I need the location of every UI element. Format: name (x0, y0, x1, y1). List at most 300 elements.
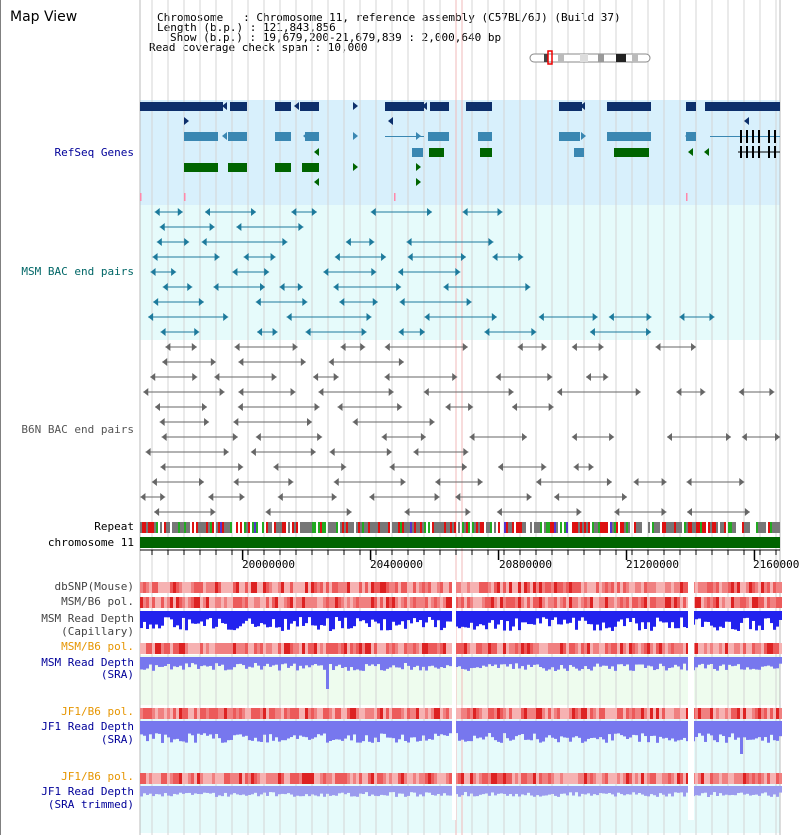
pair-end (385, 343, 390, 351)
jf1-trimmed-depth-bar (275, 786, 278, 796)
msm-pol-heat-cell (590, 597, 593, 608)
jf1-sra-depth-bar (668, 721, 671, 740)
pair-end (389, 388, 394, 396)
gene-exon (275, 163, 291, 172)
jf1-pol-heat-cell (209, 708, 212, 719)
jf1-pol2-heat-cell (392, 773, 395, 784)
msm-pol2-heat-cell (470, 643, 473, 654)
dbsnp-heat-cell (314, 582, 317, 593)
pair-end (238, 403, 243, 411)
jf1-pol2-heat-cell (344, 773, 347, 784)
msm-sra-depth-bar (257, 657, 260, 666)
pair-end (775, 433, 780, 441)
jf1-sra-depth-bar (209, 721, 212, 734)
repeat-mark (482, 522, 484, 533)
jf1-trimmed-depth-bar (410, 786, 413, 792)
msm-capillary-depth-bar (596, 611, 599, 625)
jf1-trimmed-depth-bar (737, 786, 740, 793)
jf1-sra-depth-bar (551, 721, 554, 738)
msm-capillary-depth-bar (539, 611, 542, 623)
pair-end (385, 373, 390, 381)
dbsnp-heat-cell (776, 582, 779, 593)
jf1-sra-depth-bar (140, 721, 143, 734)
dbsnp-heat-cell (395, 582, 398, 593)
repeat-mark (538, 522, 540, 533)
gene-exon (228, 163, 247, 172)
dbsnp-heat-cell (554, 582, 557, 593)
msm-pol2-heat-cell (434, 643, 437, 654)
repeat-mark (748, 522, 750, 533)
jf1-sra-depth-bar (746, 721, 749, 740)
jf1-trimmed-depth-bar (293, 786, 296, 797)
msm-pol2-heat-cell (350, 643, 353, 654)
msm-pol-heat-cell (353, 597, 356, 608)
jf1-sra-depth-bar (752, 721, 755, 740)
repeat-mark (464, 522, 466, 533)
msm-sra-depth-bar (386, 657, 389, 669)
msm-pol-heat-cell (773, 597, 776, 608)
msm-pol2-heat-cell (713, 643, 716, 654)
msm-capillary-depth-bar (170, 611, 173, 619)
track-label-jf1-pol-1[interactable]: JF1/B6 pol. (61, 705, 134, 718)
msm-pol-heat-cell (491, 597, 494, 608)
msm-sra-depth-bar (365, 657, 368, 664)
b6n-bac-pair (313, 373, 339, 381)
msm-sra-depth-bar (671, 657, 674, 667)
repeat-mark (474, 522, 476, 533)
msm-capillary-depth-bar (716, 611, 719, 630)
dbsnp-heat-cell (608, 582, 611, 593)
msm-pol2-heat-cell (140, 643, 143, 654)
msm-pol2-heat-cell (386, 643, 389, 654)
jf1-sra-depth-bar (242, 721, 245, 737)
jf1-trimmed-depth-bar (140, 786, 143, 796)
repeat-mark (396, 522, 398, 533)
dbsnp-heat-cell (773, 582, 776, 593)
msm-pol2-heat-cell (371, 643, 374, 654)
dbsnp-heat-cell (200, 582, 203, 593)
dbsnp-heat-cell (617, 582, 620, 593)
jf1-pol-heat-cell (716, 708, 719, 719)
jf1-pol-heat-cell (431, 708, 434, 719)
pair-end (162, 358, 167, 366)
msm-pol-heat-cell (257, 597, 260, 608)
b6n-bac-pair (536, 478, 612, 486)
msm-capillary-depth-bar (392, 611, 395, 622)
dbsnp-heat-cell (593, 582, 596, 593)
b6n-bac-pair (165, 343, 196, 351)
repeat-mark (764, 522, 766, 533)
msm-sra-depth-bar (200, 657, 203, 666)
pair-end (160, 463, 165, 471)
msm-pol2-heat-cell (383, 643, 386, 654)
jf1-sra-depth-bar (377, 721, 380, 742)
jf1-pol2-heat-cell (347, 773, 350, 784)
jf1-sra-depth-bar (482, 721, 485, 739)
b6n-bac-pair (150, 373, 197, 381)
msm-capillary-depth-bar (158, 611, 161, 628)
jf1-sra-depth-bar (194, 721, 197, 743)
msm-capillary-depth-bar (260, 611, 263, 623)
msm-capillary-depth-bar (659, 611, 662, 621)
msm-capillary-depth-bar (479, 611, 482, 624)
dbsnp-heat-cell (680, 582, 683, 593)
msm-sra-depth-bar (698, 657, 701, 665)
jf1-sra-depth-bar (671, 721, 674, 738)
jf1-trimmed-depth-bar (404, 786, 407, 797)
jf1-pol2-heat-cell (758, 773, 761, 784)
msm-sra-depth-bar (563, 657, 566, 669)
msm-sra-depth-bar (329, 657, 332, 664)
msm-pol2-heat-cell (776, 643, 779, 654)
jf1-pol2-heat-cell (683, 773, 686, 784)
msm-pol2-heat-cell (281, 643, 284, 654)
jf1-pol2-heat-cell (377, 773, 380, 784)
msm-capillary-depth-bar (152, 611, 155, 628)
msm-sra-depth-bar (146, 657, 149, 668)
repeat-mark (374, 522, 376, 533)
jf1-sra-depth-bar (515, 721, 518, 736)
msm-sra-depth-bar (434, 657, 437, 668)
msm-pol2-heat-cell (206, 643, 209, 654)
msm-sra-depth-bar (566, 657, 569, 671)
dbsnp-heat-cell (560, 582, 563, 593)
jf1-pol2-heat-cell (569, 773, 572, 784)
jf1-trimmed-depth-bar (392, 786, 395, 792)
dbsnp-heat-cell (185, 582, 188, 593)
msm-pol2-heat-cell (659, 643, 662, 654)
track-label-jf1-pol-2[interactable]: JF1/B6 pol. (61, 770, 134, 783)
jf1-sra-depth-bar (248, 721, 251, 740)
jf1-trimmed-depth-bar (329, 786, 332, 796)
pair-end (557, 388, 562, 396)
repeat-mark (688, 522, 690, 533)
msm-sra-depth-bar (332, 657, 335, 670)
jf1-pol2-heat-cell (566, 773, 569, 784)
msm-pol-heat-cell (716, 597, 719, 608)
jf1-trimmed-depth-bar (728, 786, 731, 795)
jf1-pol-heat-cell (434, 708, 437, 719)
repeat-mark (732, 522, 734, 533)
msm-pol2-heat-cell (575, 643, 578, 654)
msm-pol-heat-cell (416, 597, 419, 608)
jf1-pol2-heat-cell (599, 773, 602, 784)
jf1-pol2-heat-cell (704, 773, 707, 784)
msm-sra-depth-bar (395, 657, 398, 667)
msm-sra-depth-bar (221, 657, 224, 665)
dbsnp-heat-cell (500, 582, 503, 593)
jf1-sra-depth-bar (542, 721, 545, 742)
track-label-dbsnp[interactable]: dbSNP(Mouse) (54, 580, 134, 593)
msm-sra-depth-bar (623, 657, 626, 666)
refseq-gene (574, 148, 584, 157)
jf1-trimmed-depth-bar (755, 786, 758, 795)
msm-pol-heat-cell (557, 597, 560, 608)
jf1-pol2-heat-cell (389, 773, 392, 784)
msm-pol2-heat-cell (446, 643, 449, 654)
jf1-trimmed-depth-bar (719, 786, 722, 793)
msm-pol-heat-cell (188, 597, 191, 608)
track-label-msm-depth-capillary[interactable]: MSM Read Depth (41, 612, 134, 625)
map-view-title: Map View (10, 9, 78, 25)
msm-pol2-heat-cell (188, 643, 191, 654)
dbsnp-heat-cell (725, 582, 728, 593)
msm-pol2-heat-cell (263, 643, 266, 654)
msm-sra-depth-bar (158, 657, 161, 667)
jf1-pol2-heat-cell (200, 773, 203, 784)
jf1-pol2-heat-cell (170, 773, 173, 784)
jf1-pol-heat-cell (146, 708, 149, 719)
jf1-pol2-heat-cell (416, 773, 419, 784)
jf1-sra-depth-bar (404, 721, 407, 741)
dbsnp-heat-cell (212, 582, 215, 593)
msm-pol-heat-cell (698, 597, 701, 608)
pair-end (233, 418, 238, 426)
msm-capillary-depth-bar (308, 611, 311, 617)
msm-capillary-depth-bar (722, 611, 725, 628)
jf1-sra-depth-bar (188, 721, 191, 734)
jf1-trimmed-depth-bar (734, 786, 737, 795)
msm-sra-depth-bar (767, 657, 770, 666)
msm-pol2-heat-cell (362, 643, 365, 654)
jf1-pol2-heat-cell (650, 773, 653, 784)
track-label-msm-pol-1[interactable]: MSM/B6 pol. (61, 595, 134, 608)
jf1-sra-depth-bar (440, 721, 443, 734)
msm-sra-depth-bar (737, 657, 740, 664)
jf1-pol-heat-cell (317, 708, 320, 719)
pair-end (424, 388, 429, 396)
msm-capillary-depth-bar (662, 611, 665, 623)
jf1-pol-heat-cell (425, 708, 428, 719)
msm-sra-depth-bar (422, 657, 425, 667)
msm-pol-heat-cell (359, 597, 362, 608)
jf1-pol-heat-cell (539, 708, 542, 719)
dbsnp-heat-cell (437, 582, 440, 593)
repeat-mark (422, 522, 424, 533)
jf1-pol2-heat-cell (155, 773, 158, 784)
msm-sra-depth-bar (461, 657, 464, 669)
repeat-mark (302, 522, 304, 533)
jf1-sra-depth-bar (212, 721, 215, 739)
jf1-trimmed-depth-bar (317, 786, 320, 796)
msm-pol-heat-cell (632, 597, 635, 608)
msm-sra-depth-bar (443, 657, 446, 668)
dbsnp-heat-cell (575, 582, 578, 593)
jf1-pol-heat-cell (629, 708, 632, 719)
msm-pol-heat-cell (185, 597, 188, 608)
jf1-trimmed-depth-bar (527, 786, 530, 793)
track-label-msm-pol-2[interactable]: MSM/B6 pol. (61, 640, 134, 653)
jf1-trimmed-depth-bar (215, 786, 218, 797)
track-label-b6n-bac[interactable]: B6N BAC end pairs (21, 423, 134, 436)
jf1-pol2-heat-cell (308, 773, 311, 784)
msm-pol2-heat-cell (746, 643, 749, 654)
jf1-pol2-heat-cell (143, 773, 146, 784)
track-label-repeat[interactable]: Repeat (94, 520, 134, 533)
jf1-pol-heat-cell (152, 708, 155, 719)
msm-sra-depth-bar (704, 657, 707, 668)
msm-capillary-depth-bar (557, 611, 560, 624)
msm-capillary-depth-bar (329, 611, 332, 631)
dbsnp-heat-cell (515, 582, 518, 593)
jf1-pol2-heat-cell (167, 773, 170, 784)
msm-pol2-heat-cell (743, 643, 746, 654)
repeat-mark (176, 522, 178, 533)
axis-tick-label: 20000000 (242, 558, 295, 571)
jf1-pol-heat-cell (494, 708, 497, 719)
track-label-jf1-depth[interactable]: JF1 Read Depth (41, 720, 134, 733)
msm-sra-depth-bar (518, 657, 521, 668)
repeat-mark (172, 522, 174, 533)
track-label-jf1-trimmed[interactable]: JF1 Read Depth (41, 785, 134, 798)
jf1-pol2-heat-cell (353, 773, 356, 784)
dbsnp-heat-cell (461, 582, 464, 593)
repeat-mark (204, 522, 206, 533)
msm-pol-heat-cell (305, 597, 308, 608)
msm-pol-heat-cell (653, 597, 656, 608)
msm-sra-depth-bar (197, 657, 200, 669)
jf1-trimmed-depth-bar (416, 786, 419, 797)
msm-pol2-heat-cell (593, 643, 596, 654)
msm-capillary-depth-bar (644, 611, 647, 629)
track-label-jf1-trimmed-sub: (SRA trimmed) (47, 798, 134, 811)
jf1-trimmed-depth-bar (521, 786, 524, 794)
jf1-pol-heat-cell (512, 708, 515, 719)
jf1-pol-heat-cell (554, 708, 557, 719)
repeat-mark (560, 522, 562, 533)
track-label-refseq[interactable]: RefSeq Genes (54, 146, 134, 159)
jf1-sra-depth-bar (419, 721, 422, 741)
pair-end (154, 508, 159, 516)
msm-capillary-depth-bar (599, 611, 602, 630)
msm-capillary-depth-bar (743, 611, 746, 618)
pair-end (498, 463, 503, 471)
jf1-trimmed-depth-bar (188, 786, 191, 793)
msm-sra-depth-bar (524, 657, 527, 670)
msm-pol2-heat-cell (617, 643, 620, 654)
jf1-sra-depth-bar (314, 721, 317, 737)
jf1-pol-heat-cell (623, 708, 626, 719)
msm-capillary-depth-bar (485, 611, 488, 629)
repeat-mark (674, 522, 676, 533)
jf1-sra-depth-bar (500, 721, 503, 743)
msm-sra-depth-bar (269, 657, 272, 667)
msm-pol2-heat-cell (215, 643, 218, 654)
jf1-sra-depth-bar (320, 721, 323, 735)
msm-pol-heat-cell (722, 597, 725, 608)
jf1-pol-heat-cell (485, 708, 488, 719)
msm-pol2-heat-cell (524, 643, 527, 654)
jf1-pol-heat-cell (233, 708, 236, 719)
jf1-pol2-heat-cell (212, 773, 215, 784)
jf1-pol-heat-cell (257, 708, 260, 719)
msm-pol-heat-cell (161, 597, 164, 608)
jf1-pol-heat-cell (641, 708, 644, 719)
b6n-bac-pair (334, 478, 406, 486)
msm-sra-depth-bar (377, 657, 380, 664)
b6n-bac-pair (330, 448, 392, 456)
b6n-bac-pair (655, 343, 696, 351)
jf1-pol-heat-cell (188, 708, 191, 719)
jf1-sra-depth-bar (587, 721, 590, 739)
msm-pol-heat-cell (467, 597, 470, 608)
dbsnp-heat-cell (431, 582, 434, 593)
repeat-mark (284, 522, 286, 533)
track-label-msm-bac[interactable]: MSM BAC end pairs (21, 265, 134, 278)
jf1-sra-depth-bar (476, 721, 479, 738)
msm-capillary-depth-bar (362, 611, 365, 620)
pair-end (512, 403, 517, 411)
dbsnp-heat-cell (362, 582, 365, 593)
repeat-mark (606, 522, 608, 533)
dbsnp-heat-cell (308, 582, 311, 593)
msm-capillary-depth-bar (575, 611, 578, 630)
jf1-pol2-heat-cell (575, 773, 578, 784)
jf1-pol-heat-cell (707, 708, 710, 719)
jf1-sra-depth-bar (623, 721, 626, 736)
msm-capillary-depth-bar (476, 611, 479, 626)
msm-pol2-heat-cell (614, 643, 617, 654)
msm-pol2-heat-cell (212, 643, 215, 654)
msm-pol2-heat-cell (338, 643, 341, 654)
msm-pol-heat-cell (548, 597, 551, 608)
msm-pol-heat-cell (425, 597, 428, 608)
jf1-trimmed-depth-bar (383, 786, 386, 795)
msm-pol-heat-cell (746, 597, 749, 608)
jf1-pol-heat-cell (755, 708, 758, 719)
msm-pol-heat-cell (248, 597, 251, 608)
jf1-pol2-heat-cell (608, 773, 611, 784)
dbsnp-heat-cell (167, 582, 170, 593)
msm-pol2-heat-cell (320, 643, 323, 654)
jf1-sra-depth-bar (680, 721, 683, 740)
msm-sra-depth-bar (596, 657, 599, 664)
dbsnp-heat-cell (161, 582, 164, 593)
jf1-trimmed-depth-bar (629, 786, 632, 795)
jf1-sra-depth-bar (239, 721, 242, 734)
gene-exon (228, 132, 247, 141)
jf1-sra-depth-bar (284, 721, 287, 740)
repeat-mark (372, 522, 374, 533)
msm-capillary-depth-bar (668, 611, 671, 628)
msm-capillary-depth-bar (614, 611, 617, 627)
jf1-pol2-heat-cell (293, 773, 296, 784)
msm-sra-depth-bar (743, 657, 746, 670)
jf1-trimmed-depth-bar (152, 786, 155, 796)
jf1-trimmed-depth-bar (353, 786, 356, 796)
jf1-trimmed-depth-bar (464, 786, 467, 792)
repeat-mark (420, 522, 422, 533)
track-label-msm-depth-sra[interactable]: MSM Read Depth (41, 656, 134, 669)
msm-pol-heat-cell (749, 597, 752, 608)
jf1-sra-depth-bar (230, 721, 233, 740)
jf1-sra-depth-bar (407, 721, 410, 743)
b6n-bac-pair (214, 373, 276, 381)
msm-sra-depth-bar (674, 657, 677, 665)
jf1-trimmed-depth-bar (671, 786, 674, 796)
msm-capillary-depth-bar (758, 611, 761, 626)
jf1-pol2-heat-cell (638, 773, 641, 784)
jf1-trimmed-depth-bar (509, 786, 512, 794)
msm-pol2-heat-cell (404, 643, 407, 654)
repeat-mark (428, 522, 430, 533)
dbsnp-heat-cell (449, 582, 452, 593)
msm-capillary-depth-bar (410, 611, 413, 623)
msm-pol2-heat-cell (641, 643, 644, 654)
jf1-pol2-heat-cell (236, 773, 239, 784)
jf1-pol-heat-cell (656, 708, 659, 719)
msm-sra-depth-bar (389, 657, 392, 667)
